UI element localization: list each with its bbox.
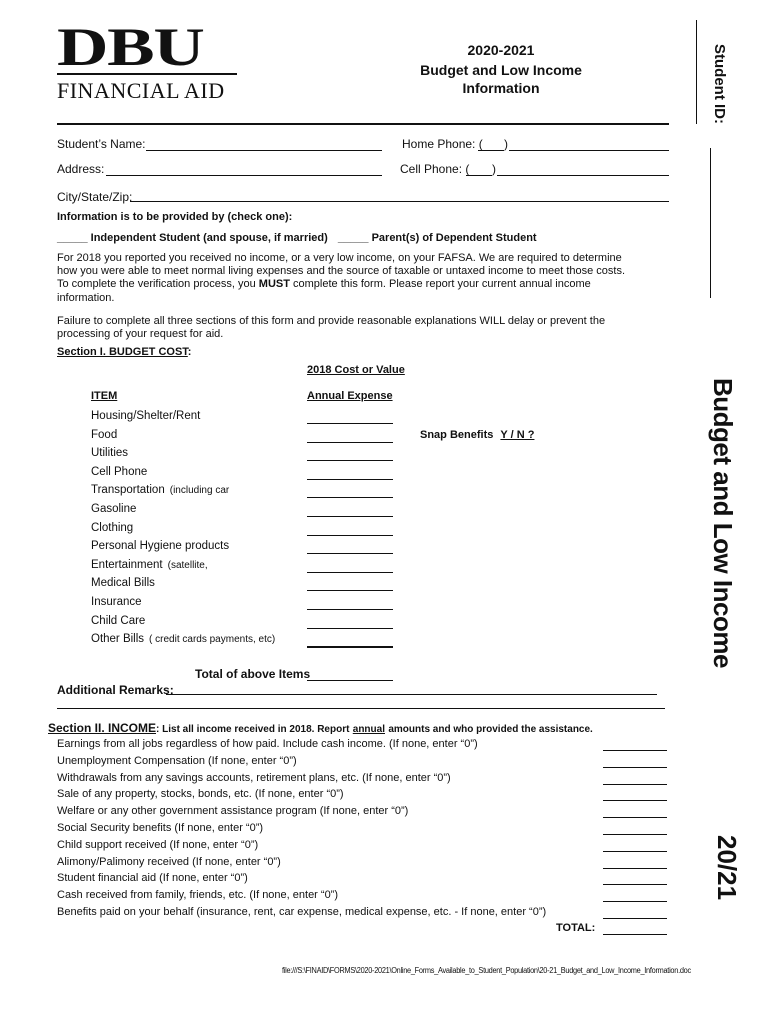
parents-label: Parent(s) of Dependent Student bbox=[371, 232, 537, 244]
additional-remarks-field-2[interactable] bbox=[57, 708, 665, 709]
budget-item-label: Medical Bills bbox=[91, 577, 155, 590]
logo-divider bbox=[57, 73, 237, 75]
income-item-label: Benefits paid on your behalf (insurance, rent, car expense, medical expense, etc. - If none, enter “0”) bbox=[57, 906, 547, 918]
income-item-field[interactable] bbox=[603, 800, 667, 801]
budget-item-expense-field[interactable] bbox=[307, 479, 393, 480]
income-item-field[interactable] bbox=[603, 784, 667, 785]
intro-line-3-b: complete this form. Please report your current annual income bbox=[293, 278, 591, 290]
header-vertical-rule bbox=[696, 20, 697, 124]
budget-item-label: Cell Phone bbox=[91, 465, 148, 478]
total-items-field[interactable] bbox=[307, 680, 393, 681]
student-id-label: Student ID: bbox=[711, 44, 728, 124]
budget-item-row bbox=[91, 503, 136, 515]
students-name-field[interactable] bbox=[146, 150, 382, 151]
failure-line-2: processing of your request for aid. bbox=[57, 328, 224, 340]
snap-benefits bbox=[420, 429, 534, 441]
income-item-label: Student financial aid (If none, enter “0”) bbox=[57, 872, 248, 885]
budget-item-row bbox=[91, 577, 155, 589]
intro-line-3-a: To complete the verification process, you bbox=[57, 278, 256, 290]
home-phone-field[interactable] bbox=[509, 150, 669, 151]
budget-item-label: Personal Hygiene products bbox=[91, 540, 230, 553]
cost-header: 2018 Cost or Value bbox=[307, 364, 405, 376]
income-item-field[interactable] bbox=[603, 918, 667, 919]
snap-yes-no[interactable]: Y / N ? bbox=[500, 429, 535, 441]
provided-by-options bbox=[57, 232, 537, 244]
header-separator bbox=[57, 123, 669, 125]
budget-item-note: ( credit cards payments, etc) bbox=[149, 634, 276, 646]
intro-line-1: For 2018 you reported you received no income, or a very low income, on your FAFSA. We are required to determine bbox=[57, 252, 622, 264]
title-main: Budget and Low Income bbox=[420, 62, 582, 78]
section2-intro-annual: annual bbox=[352, 724, 385, 735]
income-item-field[interactable] bbox=[603, 767, 667, 768]
cell-phone-label: Cell Phone: ( bbox=[400, 162, 470, 176]
budget-item-row bbox=[91, 522, 133, 534]
budget-item-label: Gasoline bbox=[91, 503, 137, 515]
income-total-label: TOTAL: bbox=[556, 922, 596, 934]
home-phone-label: Home Phone: ( bbox=[402, 137, 483, 151]
intro-must: MUST bbox=[258, 278, 290, 290]
financial-aid-logo-text: FINANCIAL AID bbox=[57, 78, 225, 103]
budget-item-expense-field[interactable] bbox=[307, 535, 393, 536]
budget-item-expense-field[interactable] bbox=[307, 553, 393, 554]
home-phone-close-paren: ) bbox=[504, 137, 508, 151]
income-item-label: Cash received from family, friends, etc. (If none, enter “0”) bbox=[57, 889, 339, 902]
city-state-zip-label: City/State/Zip: bbox=[57, 190, 133, 204]
income-total-field[interactable] bbox=[603, 934, 667, 935]
budget-item-note: (including car bbox=[169, 485, 230, 497]
income-item-label: Welfare or any other government assistance program (If none, enter “0”) bbox=[57, 805, 409, 818]
budget-item-label: Transportation bbox=[91, 484, 165, 497]
income-item-field[interactable] bbox=[603, 750, 667, 751]
income-item-field[interactable] bbox=[603, 851, 667, 852]
section1-colon: : bbox=[187, 346, 192, 358]
total-items-label: Total of above Items bbox=[195, 667, 311, 681]
home-phone-area-field[interactable] bbox=[478, 150, 504, 151]
footer-file-path: file:///S:\FINAID\FORMS\2020-2021\Online_Forms_Available_to_Student_Population\20-21_Budget_and_Low_Income_Information.doc bbox=[282, 966, 691, 975]
budget-item-row bbox=[91, 559, 208, 571]
expense-header: Annual Expense bbox=[307, 390, 393, 402]
intro-line-4: information. bbox=[57, 292, 115, 304]
budget-item-expense-field[interactable] bbox=[307, 646, 393, 648]
section1-heading bbox=[57, 346, 191, 358]
budget-item-label: Utilities bbox=[91, 447, 129, 460]
city-state-zip-field[interactable] bbox=[130, 201, 669, 202]
section2-intro-b: amounts and who provided the assistance. bbox=[388, 724, 593, 735]
budget-item-expense-field[interactable] bbox=[307, 497, 393, 498]
income-item-field[interactable] bbox=[603, 834, 667, 835]
provided-by-heading: Information is to be provided by (check one): bbox=[57, 211, 293, 223]
budget-item-expense-field[interactable] bbox=[307, 516, 393, 517]
budget-item-label: Clothing bbox=[91, 521, 134, 534]
income-item-label: Unemployment Compensation (If none, enter “0”) bbox=[57, 754, 297, 767]
income-item-label: Social Security benefits (If none, enter “0”) bbox=[57, 822, 264, 834]
student-id-field[interactable] bbox=[710, 148, 711, 298]
income-item-label: Alimony/Palimony received (If none, enter “0”) bbox=[57, 855, 281, 868]
budget-item-row bbox=[91, 615, 145, 627]
independent-checkbox[interactable]: _____ bbox=[57, 232, 88, 244]
budget-item-label: Child Care bbox=[91, 614, 146, 627]
address-label: Address: bbox=[57, 162, 105, 176]
snap-label: Snap Benefits bbox=[420, 429, 494, 441]
cell-phone-field[interactable] bbox=[497, 175, 669, 176]
budget-item-row bbox=[91, 633, 275, 645]
budget-item-row bbox=[91, 596, 142, 608]
side-budget-title: Budget and Low Income bbox=[708, 378, 738, 668]
budget-item-row bbox=[91, 447, 128, 459]
title-year: 2020-2021 bbox=[467, 42, 535, 58]
income-item-label: Sale of any property, stocks, bonds, etc. (If none, enter “0”) bbox=[57, 788, 344, 801]
income-item-label: Withdrawals from any savings accounts, retirement plans, etc. (If none, enter “0”) bbox=[57, 771, 451, 784]
budget-item-expense-field[interactable] bbox=[307, 442, 393, 443]
intro-line-2: how you were able to meet normal living expenses and the source of taxable or untaxed income to meet those costs. bbox=[57, 265, 626, 277]
failure-line-1: Failure to complete all three sections of this form and provide reasonable explanations WILL delay or prevent the bbox=[57, 315, 606, 327]
income-item-label: Child support received (If none, enter “0”) bbox=[57, 838, 259, 851]
income-item-field[interactable] bbox=[603, 817, 667, 818]
dbu-logo: DBU bbox=[57, 17, 204, 77]
budget-item-expense-field[interactable] bbox=[307, 590, 393, 591]
cell-phone-area-field[interactable] bbox=[466, 175, 492, 176]
income-item-field[interactable] bbox=[603, 884, 667, 885]
intro-line-3 bbox=[57, 278, 591, 290]
section2-heading-text: Section II. INCOME bbox=[48, 721, 157, 735]
budget-item-row bbox=[91, 429, 117, 441]
budget-item-label: Entertainment bbox=[91, 558, 163, 571]
budget-item-label: Food bbox=[91, 428, 118, 441]
budget-item-label: Insurance bbox=[91, 596, 142, 608]
budget-item-note: (satellite, bbox=[167, 559, 208, 571]
income-item-field[interactable] bbox=[603, 868, 667, 869]
address-field[interactable] bbox=[106, 175, 382, 176]
section1-heading-text: Section I. BUDGET COST bbox=[57, 346, 188, 358]
section2-intro-a: : List all income received in 2018. Report bbox=[156, 724, 350, 735]
budget-item-expense-field[interactable] bbox=[307, 628, 393, 629]
budget-item-row bbox=[91, 466, 147, 478]
budget-item-expense-field[interactable] bbox=[307, 572, 393, 573]
item-header: ITEM bbox=[91, 390, 118, 402]
parents-checkbox[interactable]: _____ bbox=[337, 232, 369, 244]
students-name-label: Student’s Name: bbox=[57, 137, 146, 151]
income-item-field[interactable] bbox=[603, 901, 667, 902]
side-year: 20/21 bbox=[712, 835, 742, 901]
title-sub: Information bbox=[462, 80, 540, 96]
additional-remarks-label: Additional Remarks: bbox=[57, 683, 174, 697]
budget-item-row bbox=[91, 484, 229, 496]
independent-label: Independent Student (and spouse, if married) bbox=[90, 232, 328, 244]
section2-heading bbox=[48, 721, 593, 735]
budget-item-expense-field[interactable] bbox=[307, 460, 393, 461]
budget-item-expense-field[interactable] bbox=[307, 609, 393, 610]
cell-phone-close-paren: ) bbox=[492, 162, 496, 176]
budget-item-label: Housing/Shelter/Rent bbox=[91, 410, 201, 422]
additional-remarks-field-1[interactable] bbox=[166, 694, 657, 695]
budget-item-row bbox=[91, 410, 200, 422]
budget-item-expense-field[interactable] bbox=[307, 423, 393, 424]
budget-item-row bbox=[91, 540, 229, 552]
income-item-label: Earnings from all jobs regardless of how paid. Include cash income. (If none, enter “0”) bbox=[57, 738, 478, 750]
budget-item-label: Other Bills bbox=[91, 633, 145, 646]
